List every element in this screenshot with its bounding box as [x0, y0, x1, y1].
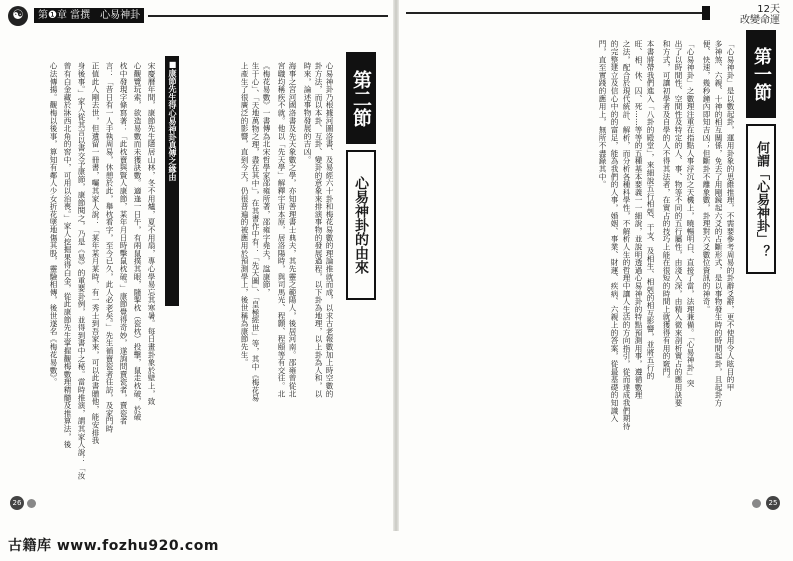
text-column: 出了以時間性、空間性及特定的人、事、物等不同的五行屬性，由淺入深，由精入微來剖析實占的應用訣要 — [674, 40, 683, 407]
text-column: 「心易神卦」是以數起卦，運用卦象的思維推理，不需要參考周易的卦辭爻辭，更不使用令人眩目的甲 — [726, 40, 735, 391]
story-column: 心法傳揚。觀梅以後事，算知有鄰人少女折花墜地傷其股，靈驗相傳，後世遂名《梅花易數》。 — [49, 62, 58, 386]
story-column: 心觀覽玩索，欲造易數而未獲訣數。適逢一日午，有兩鼠撲其眼，隨掣枕（瓷枕）投擊，鼠走枕破，於破 — [133, 62, 142, 421]
header-rule — [148, 15, 388, 17]
text-column: 時來，論述事物發展的吉凶。 — [303, 62, 312, 164]
text-column: 宮職均稱疾不就。他以「先天學」解釋宇宙本原，居洛陽時，與司馬光、程顥、程頤等有交往。北 — [277, 62, 286, 398]
text-column: 本書將帶我們進入「八卦的殿堂」，來細說五行相剋、干支、及相生、相剋的相互影響，並將五行的 — [646, 40, 655, 380]
folio-ornament — [27, 499, 36, 508]
text-column: 多神煞、六親、十神的相互關係，免去了用剛鏡起六爻的占斷形式，是以事物發生時的時間起卦，且起卦方 — [714, 40, 723, 407]
text-column: 之法，配合於現代統計、解析，而分析各種科學性，不解析人生的哲理中讓人生活的方向指引，從而達成我們期待 — [622, 40, 631, 430]
section-label-1: 第一節 — [746, 30, 776, 118]
folio-ornament — [752, 499, 761, 508]
book-title: 12天 改變命運 — [740, 4, 780, 26]
site-watermark: 古籍库 www.fozhu920.com — [8, 538, 219, 554]
header-mark — [702, 6, 710, 20]
right-page — [396, 0, 793, 531]
left-running-header — [8, 6, 388, 26]
chapter-tab: 第❶章 當撰 心易神卦 — [34, 8, 144, 23]
bagua-icon: ☯ — [8, 6, 28, 26]
text-column: 心易神卦乃根據河圖洛書、及易經六十卦和梅花易數的理論推就而成，以求古老報數加上時空數的 — [325, 62, 334, 398]
story-column: 言：「昔日有一人手執周易，休憩於此，舉枕看字，至今已久，此人必老矣。」先生循賣瓷者往訪，及家門時 — [105, 62, 114, 433]
story-column: 枕中發現字條寫著：「此枕賣與賢人康節，某年月日時擊鼠枕破。」康節覺得奇妙，遂詢問賣瓷者，賣瓷者 — [119, 62, 128, 425]
text-column: 生于心」、「天地萬物之理，盡在其中」，在其書作中有：「先天圖」、「皇極經世」等，其中《梅花易 — [251, 62, 260, 402]
story-column: 身後事。」家人從其言以書交予康節，康節閱之，乃是《易》的重要卦例，並得到書中之秘。當時推演，謂其家人說：「汝 — [77, 62, 86, 480]
section-label-2: 第二節 — [346, 52, 376, 144]
text-column: 便、快速，幾秒鐘內即知吉凶；但斷卦不離象數，卦理對六爻數位資訊的神奇。 — [702, 40, 711, 313]
page-number: 25 — [766, 496, 780, 510]
text-column: 的完整建立及信心中的的富足，能為我們的人事，婚姻、事業、財運、疾病、六親上的答案，從最基礎的知識入 — [610, 40, 619, 423]
subsection-title: ■康節先生得心易神卦真傳之緣由 — [165, 56, 179, 306]
story-column: 正值此人剛去世，但遺留一冊書，囑其家人說：「某年某月某時，有一秀士到吾家來，可以此書贈他，能安排我 — [91, 62, 100, 445]
text-column: 門，直至實踐的應用上，無所不盡錄其中。 — [598, 40, 607, 189]
text-column: 卦方法，而以本卦、互卦、變卦的意象來排演事物的發展過程，以下卦為地理，以上卦為人和，以 — [314, 62, 323, 398]
footer-strip — [0, 531, 793, 561]
section-title-2: 心易神卦的由來 — [346, 150, 376, 300]
section-title-1: 何謂「心易神卦」？ — [746, 124, 776, 274]
text-column: 旺、相、休、囚、死……等等的五種基本要義一一細說，並說明透過心易神卦的特點預測用事，遵循數理 — [634, 40, 643, 399]
story-column: 宋慶曆年間，康節先生隱居山林，冬不用爐，夏不用扇，專心學易忘其寒暑。每日畫卦象於壁上，致 — [147, 62, 156, 406]
text-column: 「心易神卦」之數理注重在指點人事浮沉之天機上，曉暢明白、直接了當，法理兼備。「心易神卦」突 — [686, 40, 695, 388]
header-rule — [406, 12, 704, 14]
text-column: 《梅花易數》一書傳為北宋哲學家邵雍所著，邵雍字堯夫，諡康節， — [262, 62, 271, 296]
text-column: 上產生了很廣泛的影響，直到今天，仍很普遍的被應用於預測學上，後世稱為康節先生。 — [240, 62, 249, 367]
text-column: 海事之宮河國洛書及先天象數之學，亦知善理書士典夫，其先靈之範陽人，後居河南。邵雍曾從北 — [288, 62, 297, 398]
page-number: 26 — [10, 496, 24, 510]
text-column: 和方式，可讓初學者及自學的人不得其法者，在實占的技巧上能在很短的時間上就獲得有用的竅門。 — [662, 40, 671, 384]
left-page — [0, 0, 396, 531]
story-column: 曾有白金藏於牀西北角的窖中，可用以治喪。」家人挖掘果得白金，從此康節先生掌握觀梅數理精髓及推算法，後 — [63, 62, 72, 449]
